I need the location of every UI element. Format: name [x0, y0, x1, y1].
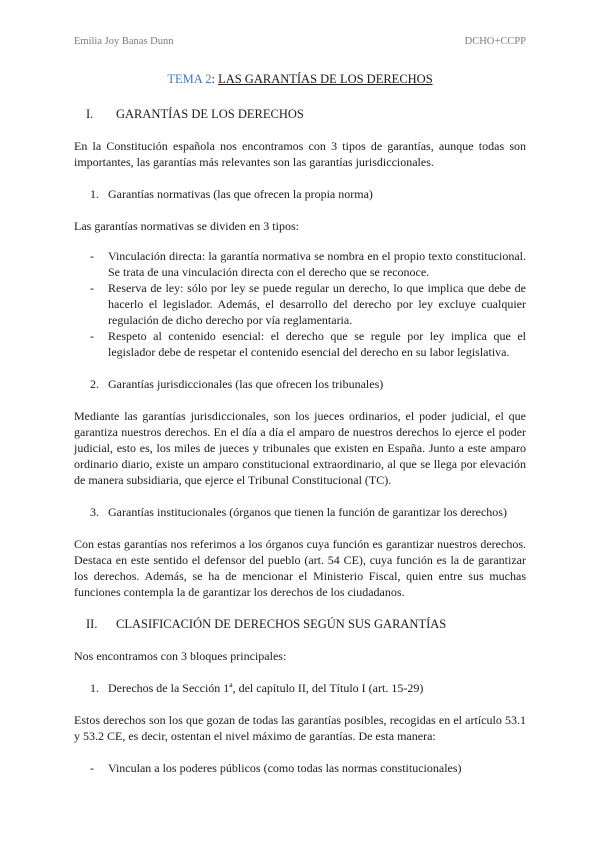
section1-intro: En la Constitución española nos encontramos con 3 tipos de garantías, aunque todas son importantes, las garantías más relevantes son las garantías jurisdiccionales.	[74, 139, 526, 169]
section2-heading	[74, 616, 526, 632]
section1-number: I.	[86, 107, 94, 121]
title-tema: TEMA 2	[167, 72, 212, 86]
subsection1-2-title: Garantías jurisdiccionales (las que ofrecen los tribunales)	[108, 377, 384, 391]
list-item: - Vinculan a los poderes públicos (como todas las normas constitucionales)	[74, 760, 526, 776]
subsection2-1-title: Derechos de la Sección 1ª, del capítulo II, del Título I (art. 15-29)	[108, 681, 424, 695]
normative-lead: Las garantías normativas se dividen en 3 tipos:	[74, 219, 299, 233]
subsection1-3-heading	[74, 504, 526, 520]
subsection1-3-number: 3.	[90, 505, 99, 519]
section1-heading	[74, 106, 526, 122]
page-title	[0, 72, 600, 87]
subsection2-1-number: 1.	[90, 681, 99, 695]
section2-title: CLASIFICACIÓN DE DERECHOS SEGÚN SUS GARANTÍAS	[116, 617, 447, 631]
header-course: DCHO+CCPP	[464, 36, 526, 47]
section2-number: II.	[86, 617, 98, 631]
title-separator: :	[211, 72, 219, 86]
subsection1-2-heading	[74, 376, 526, 392]
list-item: - Respeto al contenido esencial: el derecho que se regule por ley implica que el legislador debe de respetar el contenido esencial del derecho en su labor legislativa.	[74, 328, 526, 360]
subsection2-1-heading	[74, 680, 526, 696]
institutional-body: Con estas garantías nos referimos a los órganos cuya función es garantizar nuestros derechos. Destaca en este sentido el defensor del pueblo (art. 54 CE), cuya función es la de garantizar los derechos. Además, se ha de mencionar el Ministerio Fiscal, quien entre sus muchas funciones contempla la de garantizar los derechos de los ciudadanos.	[74, 537, 526, 599]
section2-list	[74, 760, 526, 776]
section1-title: GARANTÍAS DE LOS DERECHOS	[116, 107, 304, 121]
subsection1-3-title: Garantías institucionales (órganos que tienen la función de garantizar los derechos)	[108, 505, 507, 519]
subsection1-1-title: Garantías normativas (las que ofrecen la propia norma)	[108, 187, 373, 201]
list-item: - Vinculación directa: la garantía normativa se nombra en el propio texto constitucional. Se trata de una vinculación directa con el derecho que se reconoce.	[74, 248, 526, 280]
subsection1-1-number: 1.	[90, 187, 99, 201]
title-text: LAS GARANTÍAS DE LOS DERECHOS	[218, 72, 433, 86]
subsection1-1-heading	[74, 186, 526, 202]
header-author: Emilia Joy Banas Dunn	[74, 36, 174, 47]
jurisdictional-body: Mediante las garantías jurisdiccionales, son los jueces ordinarios, el poder judicial, el que garantiza nuestros derechos. En el día a día el amparo de nuestros derechos lo ejerce el poder judicial, esto es, los miles de jueces y tribunales que existen en España. Junto a este amparo ordinario diario, existe un amparo constitucional extraordinario, al que se llega por elevación de manera subsidiaria, que ejerce el Tribunal Constitucional (TC).	[74, 409, 526, 487]
subsection1-2-number: 2.	[90, 377, 99, 391]
list-item: - Reserva de ley: sólo por ley se puede regular un derecho, lo que implica que debe de hacerlo el legislador. Además, el desarrollo del derecho por ley excluye cualquier regulación de dicho derecho por vía reglamentaria.	[74, 280, 526, 328]
normative-list	[74, 248, 526, 360]
section2-sub1-body: Estos derechos son los que gozan de todas las garantías posibles, recogidas en el artículo 53.1 y 53.2 CE, es decir, ostentan el nivel máximo de garantías. De esta manera:	[74, 713, 526, 743]
section2-intro: Nos encontramos con 3 bloques principales:	[74, 649, 287, 663]
